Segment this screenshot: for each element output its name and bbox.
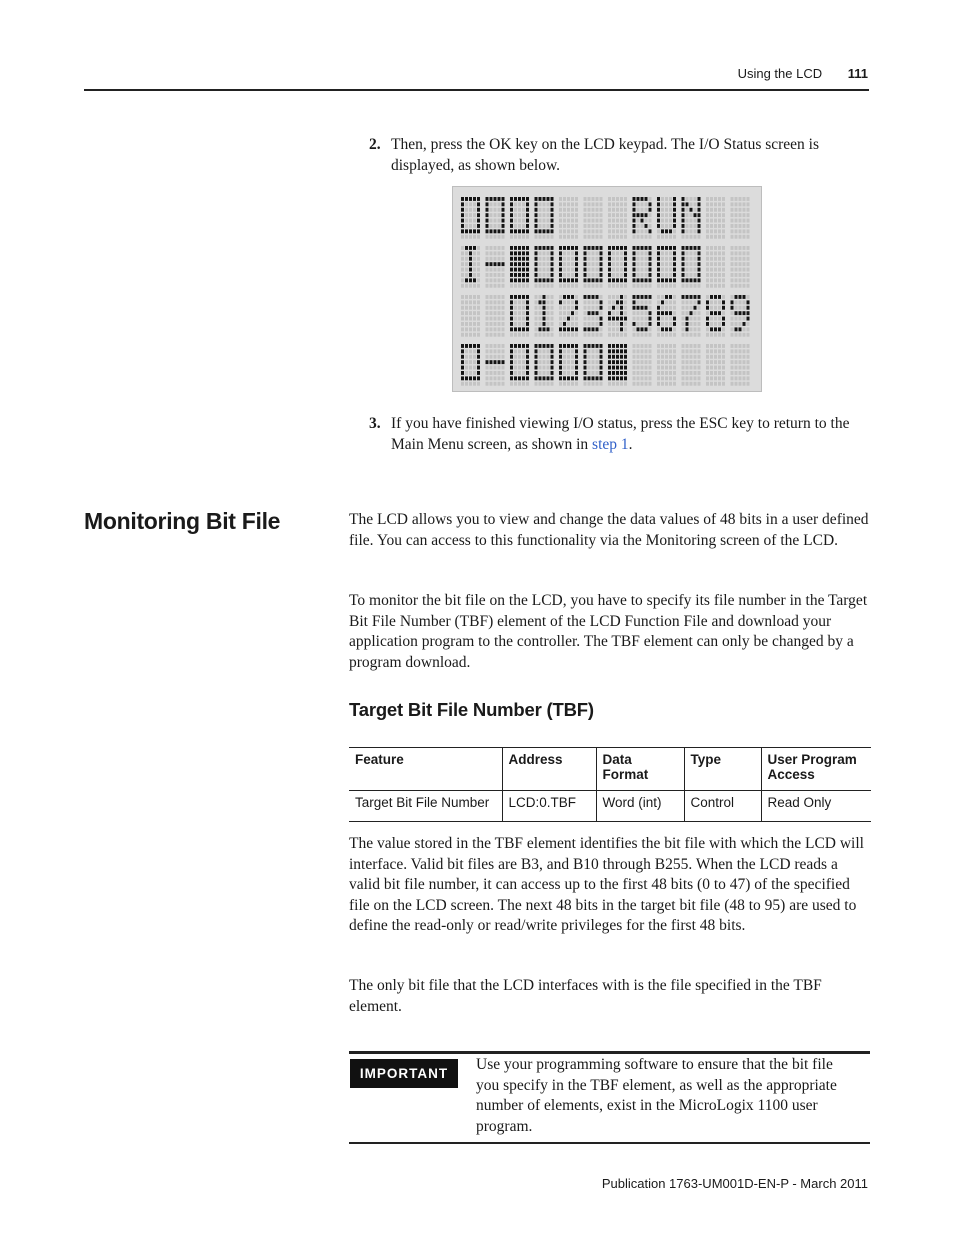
lcd-char-cell — [633, 197, 652, 239]
lcd-io-status-screen — [452, 186, 762, 392]
lcd-char-cell — [682, 246, 701, 288]
lcd-char-cell — [559, 344, 578, 386]
column-header: Address — [502, 748, 596, 791]
lcd-char-cell — [608, 246, 627, 288]
lcd-char-cell — [510, 246, 529, 288]
table-header-row — [349, 748, 871, 791]
column-header: Feature — [355, 752, 404, 767]
intro-paragraph: The LCD allows you to view and change the data values of 48 bits in a user defined file. You can access to this functionality via the Monitoring screen of the LCD. — [349, 511, 869, 549]
lcd-char-cell — [486, 344, 505, 386]
step-2 — [369, 134, 869, 176]
table-cell: LCD:0.TBF — [502, 791, 596, 822]
lcd-char-cell — [559, 295, 578, 337]
lcd-char-cell — [657, 197, 676, 239]
lcd-char-cell — [486, 197, 505, 239]
body-paragraph: The only bit file that the LCD interfaces with is the file specified in the TBF element. — [349, 977, 822, 1015]
table-cell: Read Only — [761, 791, 871, 822]
lcd-char-cell — [633, 246, 652, 288]
table-row — [349, 791, 871, 822]
table-cell: Word (int) — [596, 791, 684, 822]
lcd-char-cell — [510, 197, 529, 239]
step-text — [391, 413, 869, 455]
table-cell: Target Bit File Number — [355, 795, 490, 810]
lcd-char-cell — [461, 295, 480, 337]
lcd-char-cell — [461, 246, 480, 288]
table-cell: Control — [684, 791, 761, 822]
lcd-char-cell — [535, 344, 554, 386]
column-header: User Program Access — [761, 748, 871, 791]
lcd-char-cell — [584, 246, 603, 288]
lcd-char-cell — [633, 295, 652, 337]
lcd-char-cell — [731, 295, 750, 337]
lcd-char-cell — [706, 197, 725, 239]
body-paragraph: The value stored in the TBF element identifies the bit file with which the LCD will interface. Valid bit files are B3, and B10 through B255. When the LCD reads a valid bit file number, it can access up to the first 48 bits (0 to 47) of the specified file on the LCD screen. The next 48 bits in the target bit file (48 to 95) are used to define the read-only or read/write privileges for the first 48 bits. — [349, 835, 864, 934]
lcd-char-cell — [657, 246, 676, 288]
lcd-char-cell — [559, 197, 578, 239]
important-bottom-rule — [349, 1142, 870, 1144]
step-text: Then, press the OK key on the LCD keypad. The I/O Status screen is displayed, as shown below. — [391, 136, 820, 174]
lcd-char-cell — [682, 344, 701, 386]
body-paragraph: To monitor the bit file on the LCD, you have to specify its file number in the Target Bit File Number (TBF) element of the LCD Function File and download your application program to the controller. The TBF element can only be changed by a program download. — [349, 592, 868, 671]
lcd-char-cell — [535, 246, 554, 288]
running-header-section: Using the LCD — [737, 66, 823, 81]
column-header: Data Format — [596, 748, 684, 791]
lcd-char-cell — [731, 246, 750, 288]
lcd-char-cell — [731, 344, 750, 386]
lcd-char-cell — [682, 197, 701, 239]
step-text-part: . — [628, 436, 633, 453]
lcd-char-cell — [608, 197, 627, 239]
tbf-table — [349, 747, 871, 822]
lcd-dot-matrix — [453, 187, 761, 391]
lcd-char-cell — [559, 246, 578, 288]
lcd-char-cell — [706, 344, 725, 386]
header-rule — [84, 89, 869, 91]
section-title: Monitoring Bit File — [84, 508, 281, 534]
step-number: 3. — [369, 415, 381, 432]
lcd-char-cell — [486, 246, 505, 288]
important-text: Use your programming software to ensure that the bit file you specify in the TBF element, as well as the appropriate number of elements, exist in the MicroLogix 1100 user program. — [476, 1056, 837, 1135]
lcd-char-cell — [461, 197, 480, 239]
lcd-char-cell — [682, 295, 701, 337]
lcd-char-cell — [706, 246, 725, 288]
lcd-char-cell — [657, 295, 676, 337]
step-1-link[interactable]: step 1 — [592, 436, 629, 453]
lcd-char-cell — [584, 295, 603, 337]
lcd-char-cell — [657, 344, 676, 386]
lcd-char-cell — [608, 295, 627, 337]
subsection-title: Target Bit File Number (TBF) — [349, 699, 594, 720]
lcd-char-cell — [535, 197, 554, 239]
lcd-char-cell — [461, 344, 480, 386]
lcd-char-cell — [584, 197, 603, 239]
step-3 — [369, 413, 869, 455]
running-header — [738, 66, 868, 81]
lcd-char-cell — [510, 295, 529, 337]
lcd-char-cell — [584, 344, 603, 386]
step-text-part: If you have finished viewing I/O status, press the ESC key to return to the Main Menu screen, as shown in — [391, 415, 850, 453]
step-number: 2. — [369, 136, 381, 153]
lcd-char-cell — [633, 344, 652, 386]
lcd-char-cell — [535, 295, 554, 337]
lcd-char-cell — [706, 295, 725, 337]
footer-publication: Publication 1763-UM001D-EN-P - March 2011 — [601, 1176, 868, 1191]
lcd-char-cell — [486, 295, 505, 337]
important-top-rule — [349, 1051, 870, 1054]
important-badge: IMPORTANT — [350, 1059, 458, 1088]
lcd-char-cell — [608, 344, 627, 386]
page-number: 111 — [847, 66, 868, 81]
column-header: Type — [684, 748, 761, 791]
lcd-char-cell — [731, 197, 750, 239]
lcd-char-cell — [510, 344, 529, 386]
